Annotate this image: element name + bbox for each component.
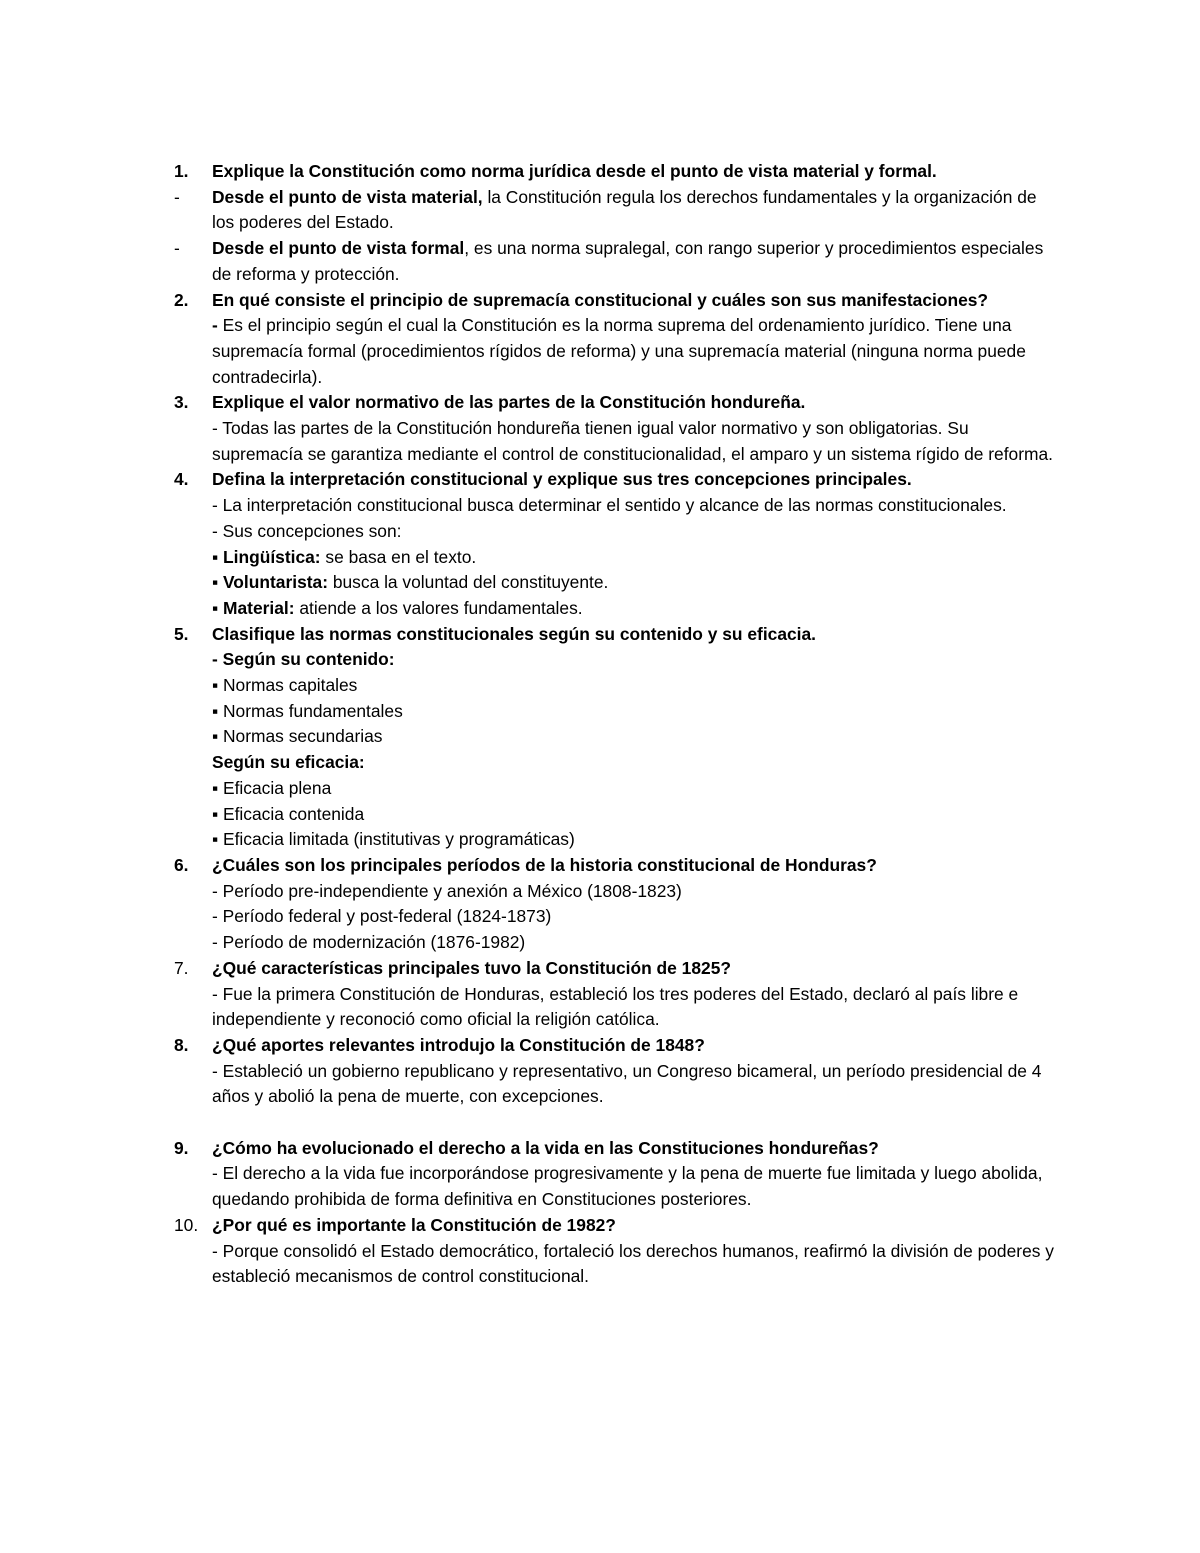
question-text: En qué consiste el principio de supremacía constitucional y cuáles son sus manifestaciones? (212, 289, 989, 310)
list-item (174, 596, 1054, 622)
question-6 (174, 853, 1054, 879)
question-number: 9. (174, 1137, 189, 1158)
question-number: 3. (174, 392, 189, 413)
answer-9 (174, 1161, 1054, 1212)
question-text: ¿Qué características principales tuvo la Constitución de 1825? (212, 957, 731, 978)
question-text: Explique el valor normativo de las partes de la Constitución hondureña. (212, 392, 806, 413)
answer-text: - El derecho a la vida fue incorporándose progresivamente y la pena de muerte fue limitada y luego abolida, quedando prohibida de forma definitiva en Constituciones posteriores. (212, 1163, 1043, 1210)
question-10 (174, 1213, 1054, 1239)
question-number: 10. (174, 1214, 199, 1235)
question-number: 7. (174, 957, 189, 978)
question-9 (174, 1136, 1054, 1162)
answer-1-formal (174, 236, 1054, 287)
item-label: Voluntarista: (223, 572, 328, 593)
item-text: atiende a los valores fundamentales. (294, 597, 583, 618)
answer-text: - Estableció un gobierno republicano y representativo, un Congreso bicameral, un período presidencial de 4 años y abolió la pena de muerte, con excepciones. (212, 1060, 1042, 1107)
question-1 (174, 159, 1054, 185)
question-text: Defina la interpretación constitucional y explique sus tres concepciones principales. (212, 469, 912, 490)
answer-8 (174, 1059, 1054, 1110)
efficacy-heading: Según su eficacia: (212, 752, 365, 773)
answer-10 (174, 1239, 1054, 1290)
bullet-icon: ▪ (212, 572, 223, 593)
question-text: ¿Cuáles son los principales períodos de la historia constitucional de Honduras? (212, 854, 877, 875)
question-2 (174, 288, 1054, 314)
answer-4-intro (174, 519, 1054, 545)
answer-3 (174, 416, 1054, 467)
list-item: ▪ Normas fundamentales (212, 700, 403, 721)
answer-1-material (174, 185, 1054, 236)
document-body (174, 159, 1054, 1290)
answer-text: - Todas las partes de la Constitución hondureña tienen igual valor normativo y son obligatorias. Su supremacía se garantiza mediante el control de constitucionalidad, el amparo y un sistema rígido de reforma. (212, 418, 1053, 464)
dash-marker: - (174, 238, 180, 259)
content-heading: - Según su contenido: (212, 649, 395, 670)
question-text: Clasifique las normas constitucionales según su contenido y su eficacia. (212, 623, 817, 644)
item-label: Material: (223, 597, 295, 618)
answer-4-definition (174, 493, 1054, 519)
item-label: Lingüística: (223, 546, 321, 567)
item-text: busca la voluntad del constituyente. (328, 572, 609, 593)
list-item: ▪ Eficacia contenida (212, 803, 365, 824)
list-item: ▪ Eficacia plena (212, 777, 332, 798)
question-text: Explique la Constitución como norma jurídica desde el punto de vista material y formal. (212, 161, 937, 181)
answer-text: - Fue la primera Constitución de Honduras, estableció los tres poderes del Estado, declaró al país libre e independiente y reconoció como oficial la religión católica. (212, 983, 1019, 1030)
answer-bold-lead: Desde el punto de vista formal (212, 238, 465, 259)
answer-text: - La interpretación constitucional busca determinar el sentido y alcance de las normas constitucionales. (212, 495, 1007, 516)
dash-marker: - (212, 315, 218, 336)
list-item: ▪ Normas capitales (212, 675, 358, 696)
answer-text: la Constitución regula los derechos fundamentales y la organización de los poderes del Estado. (212, 186, 1037, 233)
dash-marker: - (174, 186, 180, 207)
list-item: ▪ Eficacia limitada (institutivas y programáticas) (212, 829, 575, 850)
list-item: - Período pre-independiente y anexión a México (1808-1823) (212, 880, 682, 901)
question-number: 5. (174, 623, 189, 644)
bullet-icon: ▪ (212, 546, 223, 567)
item-text: se basa en el texto. (320, 546, 477, 567)
question-7 (174, 956, 1054, 982)
question-4 (174, 467, 1054, 493)
question-text: ¿Por qué es importante la Constitución de 1982? (212, 1214, 616, 1235)
list-item (174, 545, 1054, 571)
question-5 (174, 622, 1054, 648)
question-text: ¿Cómo ha evolucionado el derecho a la vida en las Constituciones hondureñas? (212, 1137, 879, 1158)
question-number: 8. (174, 1034, 189, 1055)
answer-7 (174, 982, 1054, 1033)
question-number: 2. (174, 289, 189, 310)
blank-line (174, 1110, 1054, 1136)
answer-text: , es una norma supralegal, con rango superior y procedimientos especiales de reforma y protección. (212, 238, 1044, 284)
question-number: 6. (174, 854, 189, 875)
question-number: 1. (174, 161, 189, 181)
bullet-icon: ▪ (212, 597, 223, 618)
answer-text: - Sus concepciones son: (212, 520, 402, 541)
question-8 (174, 1033, 1054, 1059)
answer-text: Es el principio según el cual la Constitución es la norma suprema del ordenamiento jurídico. Tiene una supremacía formal (procedimientos rígidos de reforma) y una supremacía material (ninguna norma puede contradecirla). (212, 315, 1026, 387)
list-item: - Período federal y post-federal (1824-1873) (212, 906, 552, 927)
list-item: ▪ Normas secundarias (212, 726, 383, 747)
question-3 (174, 390, 1054, 416)
answer-text: - Porque consolidó el Estado democrático, fortaleció los derechos humanos, reafirmó la división de poderes y estableció mecanismos de control constitucional. (212, 1240, 1054, 1287)
list-item: - Período de modernización (1876-1982) (212, 932, 526, 953)
question-number: 4. (174, 469, 189, 490)
answer-bold-lead: Desde el punto de vista material, (212, 186, 483, 207)
question-text: ¿Qué aportes relevantes introdujo la Constitución de 1848? (212, 1034, 705, 1055)
list-item (174, 570, 1054, 596)
answer-2 (174, 313, 1054, 390)
